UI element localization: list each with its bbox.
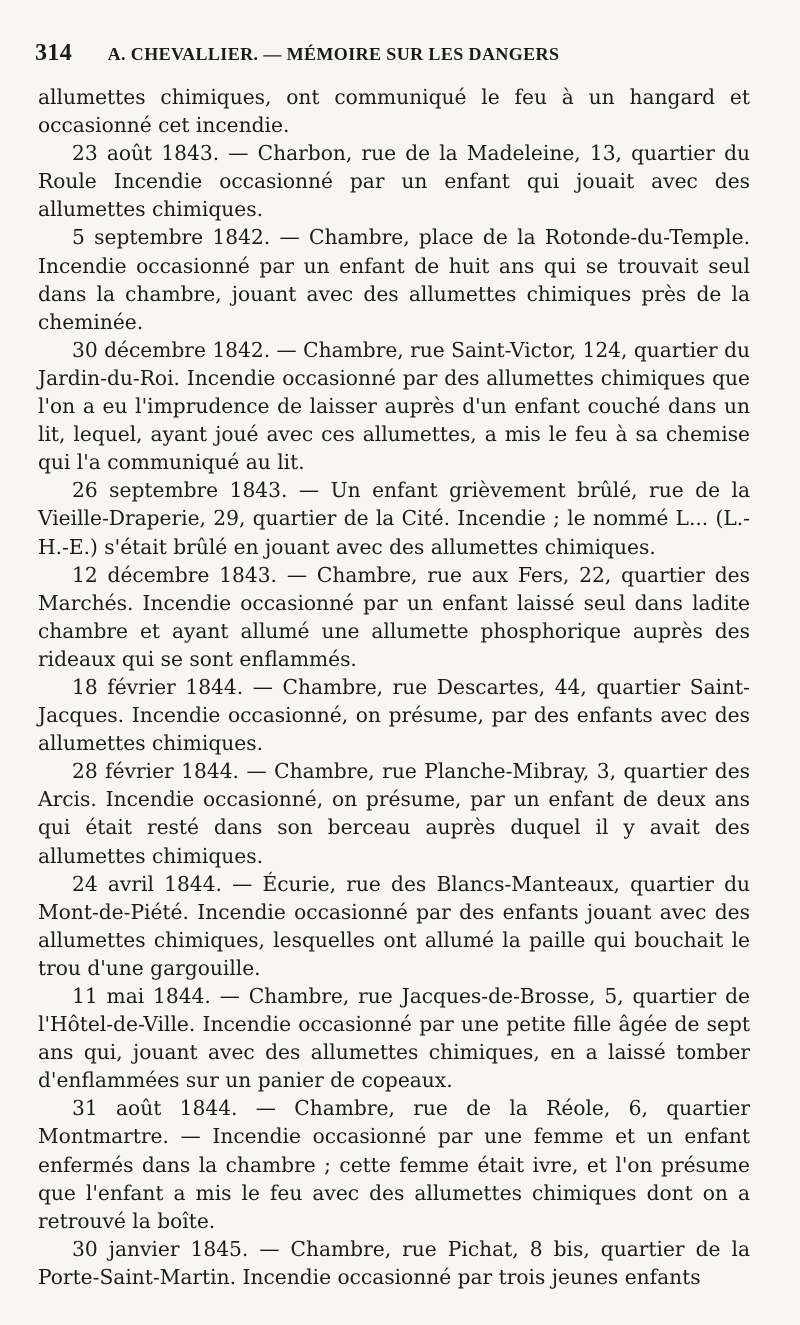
running-head: [35, 40, 755, 67]
page-body: [38, 83, 750, 1291]
paragraph: 28 février 1844. — Chambre, rue Planche-Mibray, 3, quartier des Arcis. Incendie occasionné, on présume, par un enfant de deux ans qui était resté dans son berceau auprès duquel il y avait des allumettes chimiques.: [38, 759, 750, 868]
paragraph: 18 février 1844. — Chambre, rue Descartes, 44, quartier Saint-Jacques. Incendie occasionné, on présume, par des enfants avec des allumettes chimiques.: [38, 674, 750, 756]
paragraph: 30 décembre 1842. — Chambre, rue Saint-Victor, 124, quartier du Jardin-du-Roi. Incendie occasionné par des allumettes chimiques que l'on a eu l'imprudence de laisser auprès d'un enfant couché dans un lit, lequel, ayant joué avec ces allumettes, a mis le feu à sa chemise qui l'a communiqué au lit.: [38, 337, 750, 475]
paragraph: 31 août 1844. — Chambre, rue de la Réole, 6, quartier Montmartre. — Incendie occasionné par une femme et un enfant enfermés dans la chambre ; cette femme était ivre, et l'on présume que l'enfant a mis le feu avec des allumettes chimiques dont on a retrouvé la boîte.: [38, 1096, 750, 1233]
paragraph: 11 mai 1844. — Chambre, rue Jacques-de-Brosse, 5, quartier de l'Hôtel-de-Ville. Incendie occasionné par une petite fille âgée de sept ans qui, jouant avec des allumettes chimiques, en a laissé tomber d'enflammées sur un panier de copeaux.: [38, 984, 750, 1093]
paragraph: 30 janvier 1845. — Chambre, rue Pichat, 8 bis, quartier de la Porte-Saint-Martin. Incendie occasionné par trois jeunes enfants: [38, 1236, 750, 1289]
paragraph: 26 septembre 1843. — Un enfant grièvement brûlé, rue de la Vieille-Draperie, 29, quartier de la Cité. Incendie ; le nommé L... (L.-H.-E.) s'était brûlé en jouant avec des allumettes chimiques.: [38, 478, 750, 559]
paragraph: 5 septembre 1842. — Chambre, place de la Rotonde-du-Temple. Incendie occasionné par un enfant de huit ans qui se trouvait seul dans la chambre, jouant avec des allumettes chimiques près de la cheminée.: [38, 225, 750, 334]
paragraph-continued: allumettes chimiques, ont communiqué le feu à un hangard et occasionné cet incendie.: [38, 85, 750, 138]
paragraph: 23 août 1843. — Charbon, rue de la Madeleine, 13, quartier du Roule Incendie occasionné par un enfant qui jouait avec des allumettes chimiques.: [38, 141, 750, 222]
paragraph: 24 avril 1844. — Écurie, rue des Blancs-Manteaux, quartier du Mont-de-Piété. Incendie occasionné par des enfants jouant avec des allumettes chimiques, lesquelles ont allumé la paille qui bouchait le trou d'une gargouille.: [38, 871, 750, 980]
page-number: 314: [35, 40, 73, 66]
running-title: A. CHEVALLIER. — MÉMOIRE SUR LES DANGERS: [107, 44, 560, 64]
paragraph: 12 décembre 1843. — Chambre, rue aux Fers, 22, quartier des Marchés. Incendie occasionné par un enfant laissé seul dans ladite chambre et ayant allumé une allumette phosphorique auprès des rideaux qui se sont enflammés.: [38, 562, 750, 671]
